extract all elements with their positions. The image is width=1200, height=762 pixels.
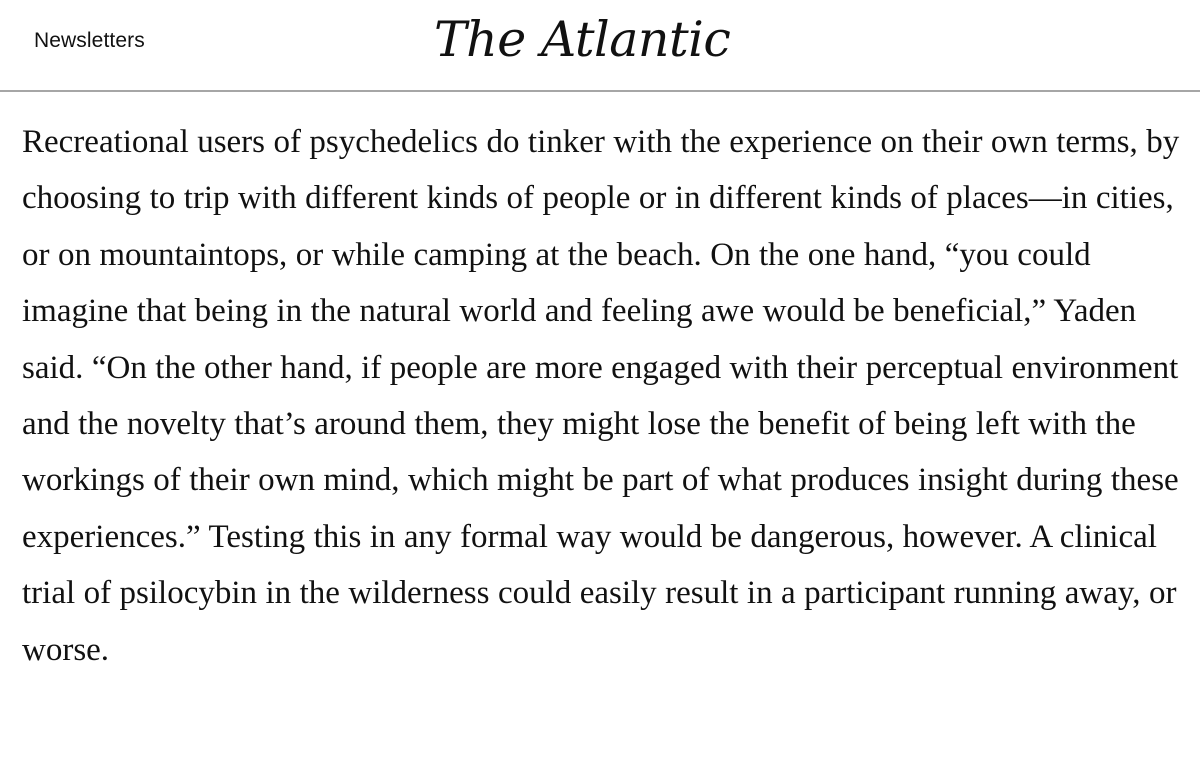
site-header xyxy=(0,0,1200,92)
article-paragraph: Recreational users of psychedelics do tinker with the experience on their own terms, by choosing to trip with different kinds of people or in different kinds of places—in cities, or on mountaintops, or while camping at the beach. On the one hand, “you could imagine that being in the natural world and feeling awe would be beneficial,” Yaden said. “On the other hand, if people are more engaged with their perceptual environment and the novelty that’s around them, they might lose the benefit of being left with the workings of their own mind, which might be part of what produces insight during these experiences.” Testing this in any formal way would be dangerous, however. A clinical trial of psilocybin in the wilderness could easily result in a participant running away, or worse. xyxy=(22,124,1180,668)
newsletters-link[interactable]: Newsletters xyxy=(34,29,145,52)
the-atlantic-logo[interactable]: The Atlantic xyxy=(434,11,731,68)
article-body xyxy=(22,114,1180,678)
